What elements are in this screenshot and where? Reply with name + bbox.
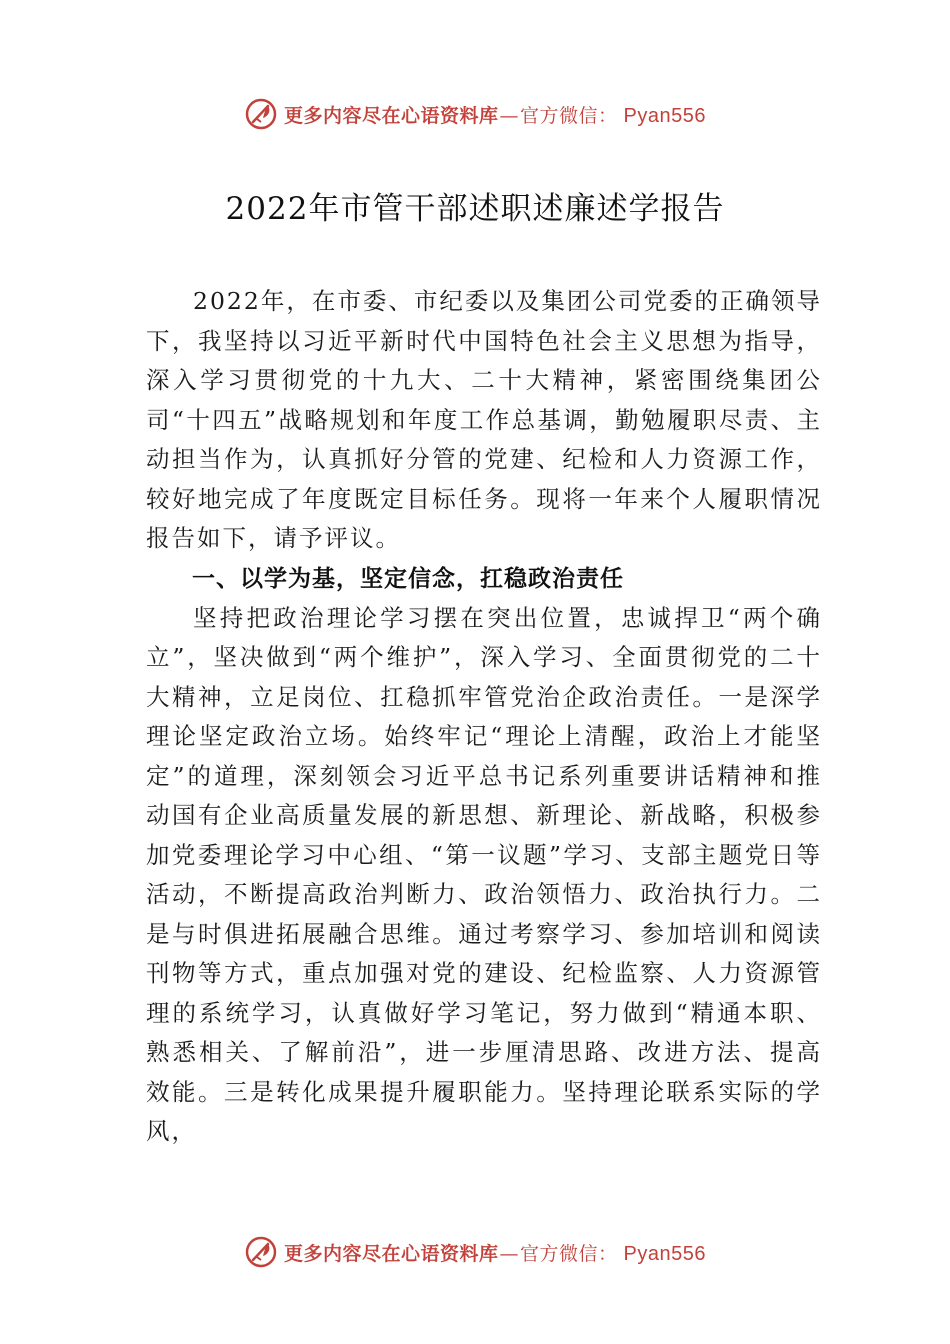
watermark-label: 官方微信：: [520, 104, 618, 127]
watermark-header: [0, 94, 950, 134]
section-1-heading: 一、以学为基，坚定信念，扛稳政治责任: [192, 565, 624, 592]
watermark-wechat-id: Pyan556: [623, 1242, 706, 1265]
watermark-text: [284, 101, 706, 128]
document-body: [146, 282, 822, 1152]
intro-paragraph: 2022年，在市委、市纪委以及集团公司党委的正确领导下，我坚持以习近平新时代中国特色社会主义思想为指导，深入学习贯彻党的十九大、二十大精神，紧密围绕集团公司“十四五”战略规划和年度工作总基调，勤勉履职尽责、主动担当作为，认真抓好分管的党建、纪检和人力资源工作，较好地完成了年度既定目标任务。现将一年来个人履职情况报告如下，请予评议。: [146, 287, 822, 552]
watermark-brand: 更多内容尽在心语资料库: [284, 1242, 499, 1265]
document-title: 2022年市管干部述职述廉述学报告: [225, 191, 725, 227]
watermark-separator: —: [499, 104, 520, 127]
watermark-wechat-id: Pyan556: [623, 104, 706, 127]
watermark-separator: —: [499, 1242, 520, 1265]
watermark-brand: 更多内容尽在心语资料库: [284, 104, 499, 127]
watermark-footer: [0, 1232, 950, 1272]
watermark-label: 官方微信：: [520, 1242, 618, 1265]
section-1-paragraph: 坚持把政治理论学习摆在突出位置，忠诚捍卫“两个确立”，坚决做到“两个维护”，深入学习、全面贯彻党的二十大精神，立足岗位、扛稳抓牢管党治企政治责任。一是深学理论坚定政治立场。始终牢记“理论上清醒，政治上才能坚定”的道理，深刻领会习近平总书记系列重要讲话精神和推动国有企业高质量发展的新思想、新理论、新战略，积极参加党委理论学习中心组、“第一议题”学习、支部主题党日等活动，不断提高政治判断力、政治领悟力、政治执行力。二是与时俱进拓展融合思维。通过考察学习、参加培训和阅读刊物等方式，重点加强对党的建设、纪检监察、人力资源管理的系统学习，认真做好学习笔记，努力做到“精通本职、熟悉相关、了解前沿”，进一步厘清思路、改进方法、提高效能。三是转化成果提升履职能力。坚持理论联系实际的学风，: [146, 603, 822, 1145]
quill-seal-logo-icon: [244, 97, 278, 131]
watermark-text: [284, 1239, 706, 1266]
quill-seal-logo-icon: [244, 1235, 278, 1269]
